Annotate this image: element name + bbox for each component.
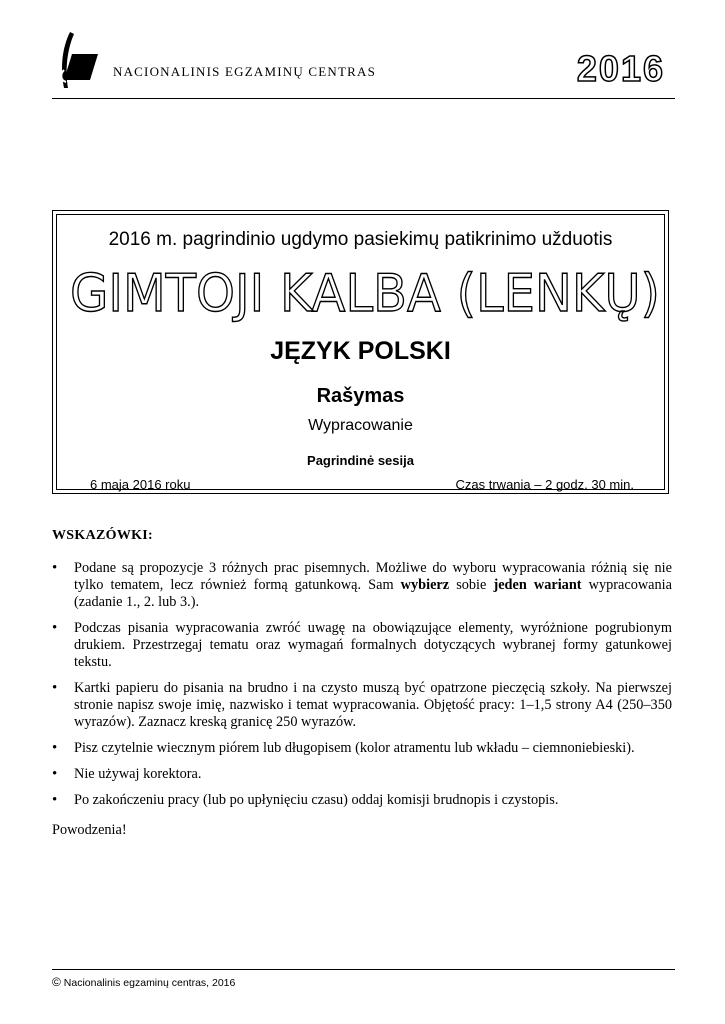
instructions-heading: WSKAZÓWKI: xyxy=(52,528,154,543)
instruction-text: sobie xyxy=(449,577,494,593)
instruction-item: • Nie używaj korektora. xyxy=(52,766,672,783)
instruction-item xyxy=(52,560,672,611)
exam-date: 6 maja 2016 roku xyxy=(90,477,191,492)
header-divider xyxy=(52,98,675,99)
session-label: Pagrindinė sesija xyxy=(307,453,414,468)
footer-text: Nacionalinis egzaminų centras, 2016 xyxy=(63,977,236,989)
exam-title-box xyxy=(52,210,669,494)
instruction-emphasis: wybierz xyxy=(400,577,450,593)
exam-duration: Czas trwania – 2 godz. 30 min. xyxy=(455,477,634,492)
instruction-item: • Pisz czytelnie wiecznym piórem lub długopisem (kolor atramentu lub wkładu – ciemnoniebieski). xyxy=(52,740,672,757)
subject-title xyxy=(65,259,665,325)
instruction-item: • Podczas pisania wypracowania zwróć uwagę na obowiązujące elementy, wyróżnione pogrubionym drukiem. Przestrzegaj tematu oraz wymagań formalnych dotyczących wybranej formy gatunkowej tekstu. xyxy=(52,620,672,671)
part-heading: Rašymas xyxy=(316,385,405,407)
nec-logo-icon xyxy=(52,30,102,90)
subpart-heading: Wypracowanie xyxy=(308,417,413,434)
footer xyxy=(52,975,235,989)
exam-title-line: 2016 m. pagrindinio ugdymo pasiekimų patikrinimo užduotis xyxy=(108,229,613,250)
footer-divider xyxy=(52,969,675,970)
instruction-item: • Kartki papieru do pisania na brudno i na czysto muszą być opatrzone pieczęcią szkoły. Na pierwszej stronie napisz swoje imię, nazwisko i temat wypracowania. Objętość pracy: 1–1,5 strony A4 (250–350 wyrazów). Zaznacz kreską granicę 250 wyrazów. xyxy=(52,680,672,731)
title-box-inner-border xyxy=(56,214,665,490)
instruction-item: • Po zakończeniu pracy (lub po upłynięciu czasu) oddaj komisji brudnopis i czystopis. xyxy=(52,792,672,809)
header-year: 2016 xyxy=(576,48,665,89)
instruction-text: Podane są propozycje 3 różnych prac pisemnych. Możliwe do wyboru wypracowania różnią się nie tylko tematem, lecz również formą gatunkową. Sam xyxy=(74,560,672,593)
instructions-list xyxy=(52,560,672,818)
instruction-emphasis: jeden wariant xyxy=(493,577,582,593)
closing-greeting: Powodzenia! xyxy=(52,822,127,838)
instruction-text: wypracowania (zadanie 1., 2. lub 3.). xyxy=(74,577,672,610)
organization-name: NACIONALINIS EGZAMINŲ CENTRAS xyxy=(113,64,377,79)
subject-title-text: GIMTOJI KALBA (LENKŲ) xyxy=(70,264,660,324)
copyright-icon: © xyxy=(52,975,61,989)
language-heading: JĘZYK POLSKI xyxy=(270,337,451,365)
